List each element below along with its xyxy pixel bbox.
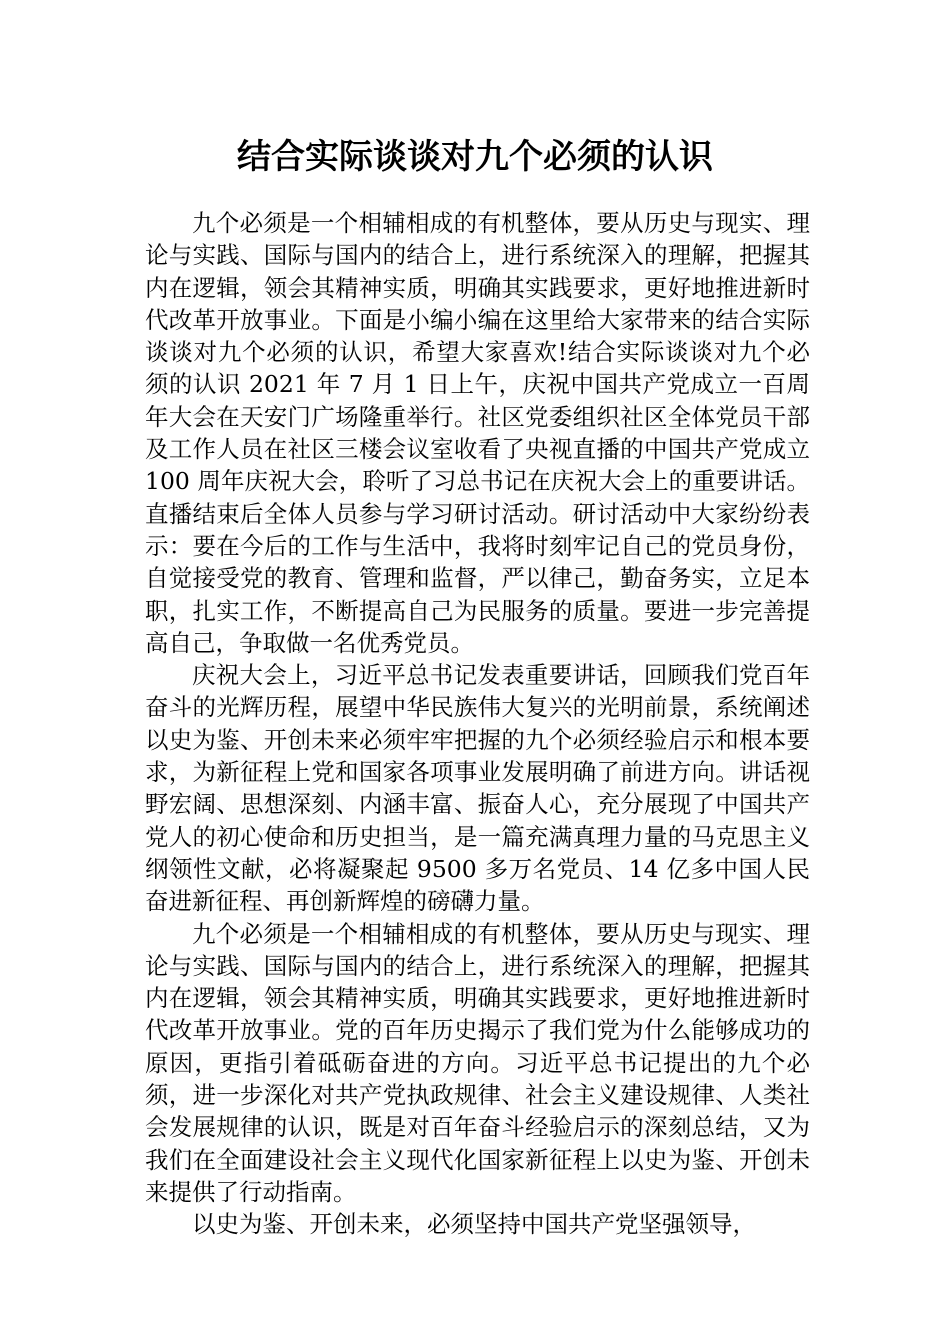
document-title: 结合实际谈谈对九个必须的认识 <box>237 137 713 177</box>
document-body <box>145 207 810 1241</box>
body-paragraph: 庆祝大会上，习近平总书记发表重要讲话，回顾我们党百年奋斗的光辉历程，展望中华民族伟大复兴的光明前景，系统阐述以史为鉴、开创未来必须牢牢把握的九个必须经验启示和根本要求，为新征程上党和国家各项事业发展明确了前进方向。讲话视野宏阔、思想深刻、内涵丰富、振奋人心，充分展现了中国共产党人的初心使命和历史担当，是一篇充满真理力量的马克思主义纲领性文献，必将凝聚起 9500 多万名党员、14 亿多中国人民奋进新征程、再创新辉煌的磅礴力量。 <box>145 661 810 916</box>
body-paragraph: 以史为鉴、开创未来，必须坚持中国共产党坚强领导， <box>192 1210 756 1239</box>
body-paragraph: 九个必须是一个相辅相成的有机整体，要从历史与现实、理论与实践、国际与国内的结合上，进行系统深入的理解，把握其内在逻辑，领会其精神实质，明确其实践要求，更好地推进新时代改革开放事业。下面是小编小编在这里给大家带来的结合实际谈谈对九个必须的认识，希望大家喜欢!结合实际谈谈对九个必须的认识 2021 年 7 月 1 日上午，庆祝中国共产党成立一百周年大会在天安门广场隆重举行。社区党委组织社区全体党员干部及工作人员在社区三楼会议室收看了央视直播的中国共产党成立 100 周年庆祝大会，聆听了习总书记在庆祝大会上的重要讲话。直播结束后全体人员参与学习研讨活动。研讨活动中大家纷纷表示：要在今后的工作与生活中，我将时刻牢记自己的党员身份，自觉接受党的教育、管理和监督，严以律己，勤奋务实，立足本职，扎实工作，不断提高自己为民服务的质量。要进一步完善提高自己，争取做一名优秀党员。 <box>145 209 810 657</box>
body-paragraph: 九个必须是一个相辅相成的有机整体，要从历史与现实、理论与实践、国际与国内的结合上，进行系统深入的理解，把握其内在逻辑，领会其精神实质，明确其实践要求，更好地推进新时代改革开放事业。党的百年历史揭示了我们党为什么能够成功的原因，更指引着砥砺奋进的方向。习近平总书记提出的九个必须，进一步深化对共产党执政规律、社会主义建设规律、人类社会发展规律的认识，既是对百年奋斗经验启示的深刻总结，又为我们在全面建设社会主义现代化国家新征程上以史为鉴、开创未来提供了行动指南。 <box>145 919 810 1206</box>
